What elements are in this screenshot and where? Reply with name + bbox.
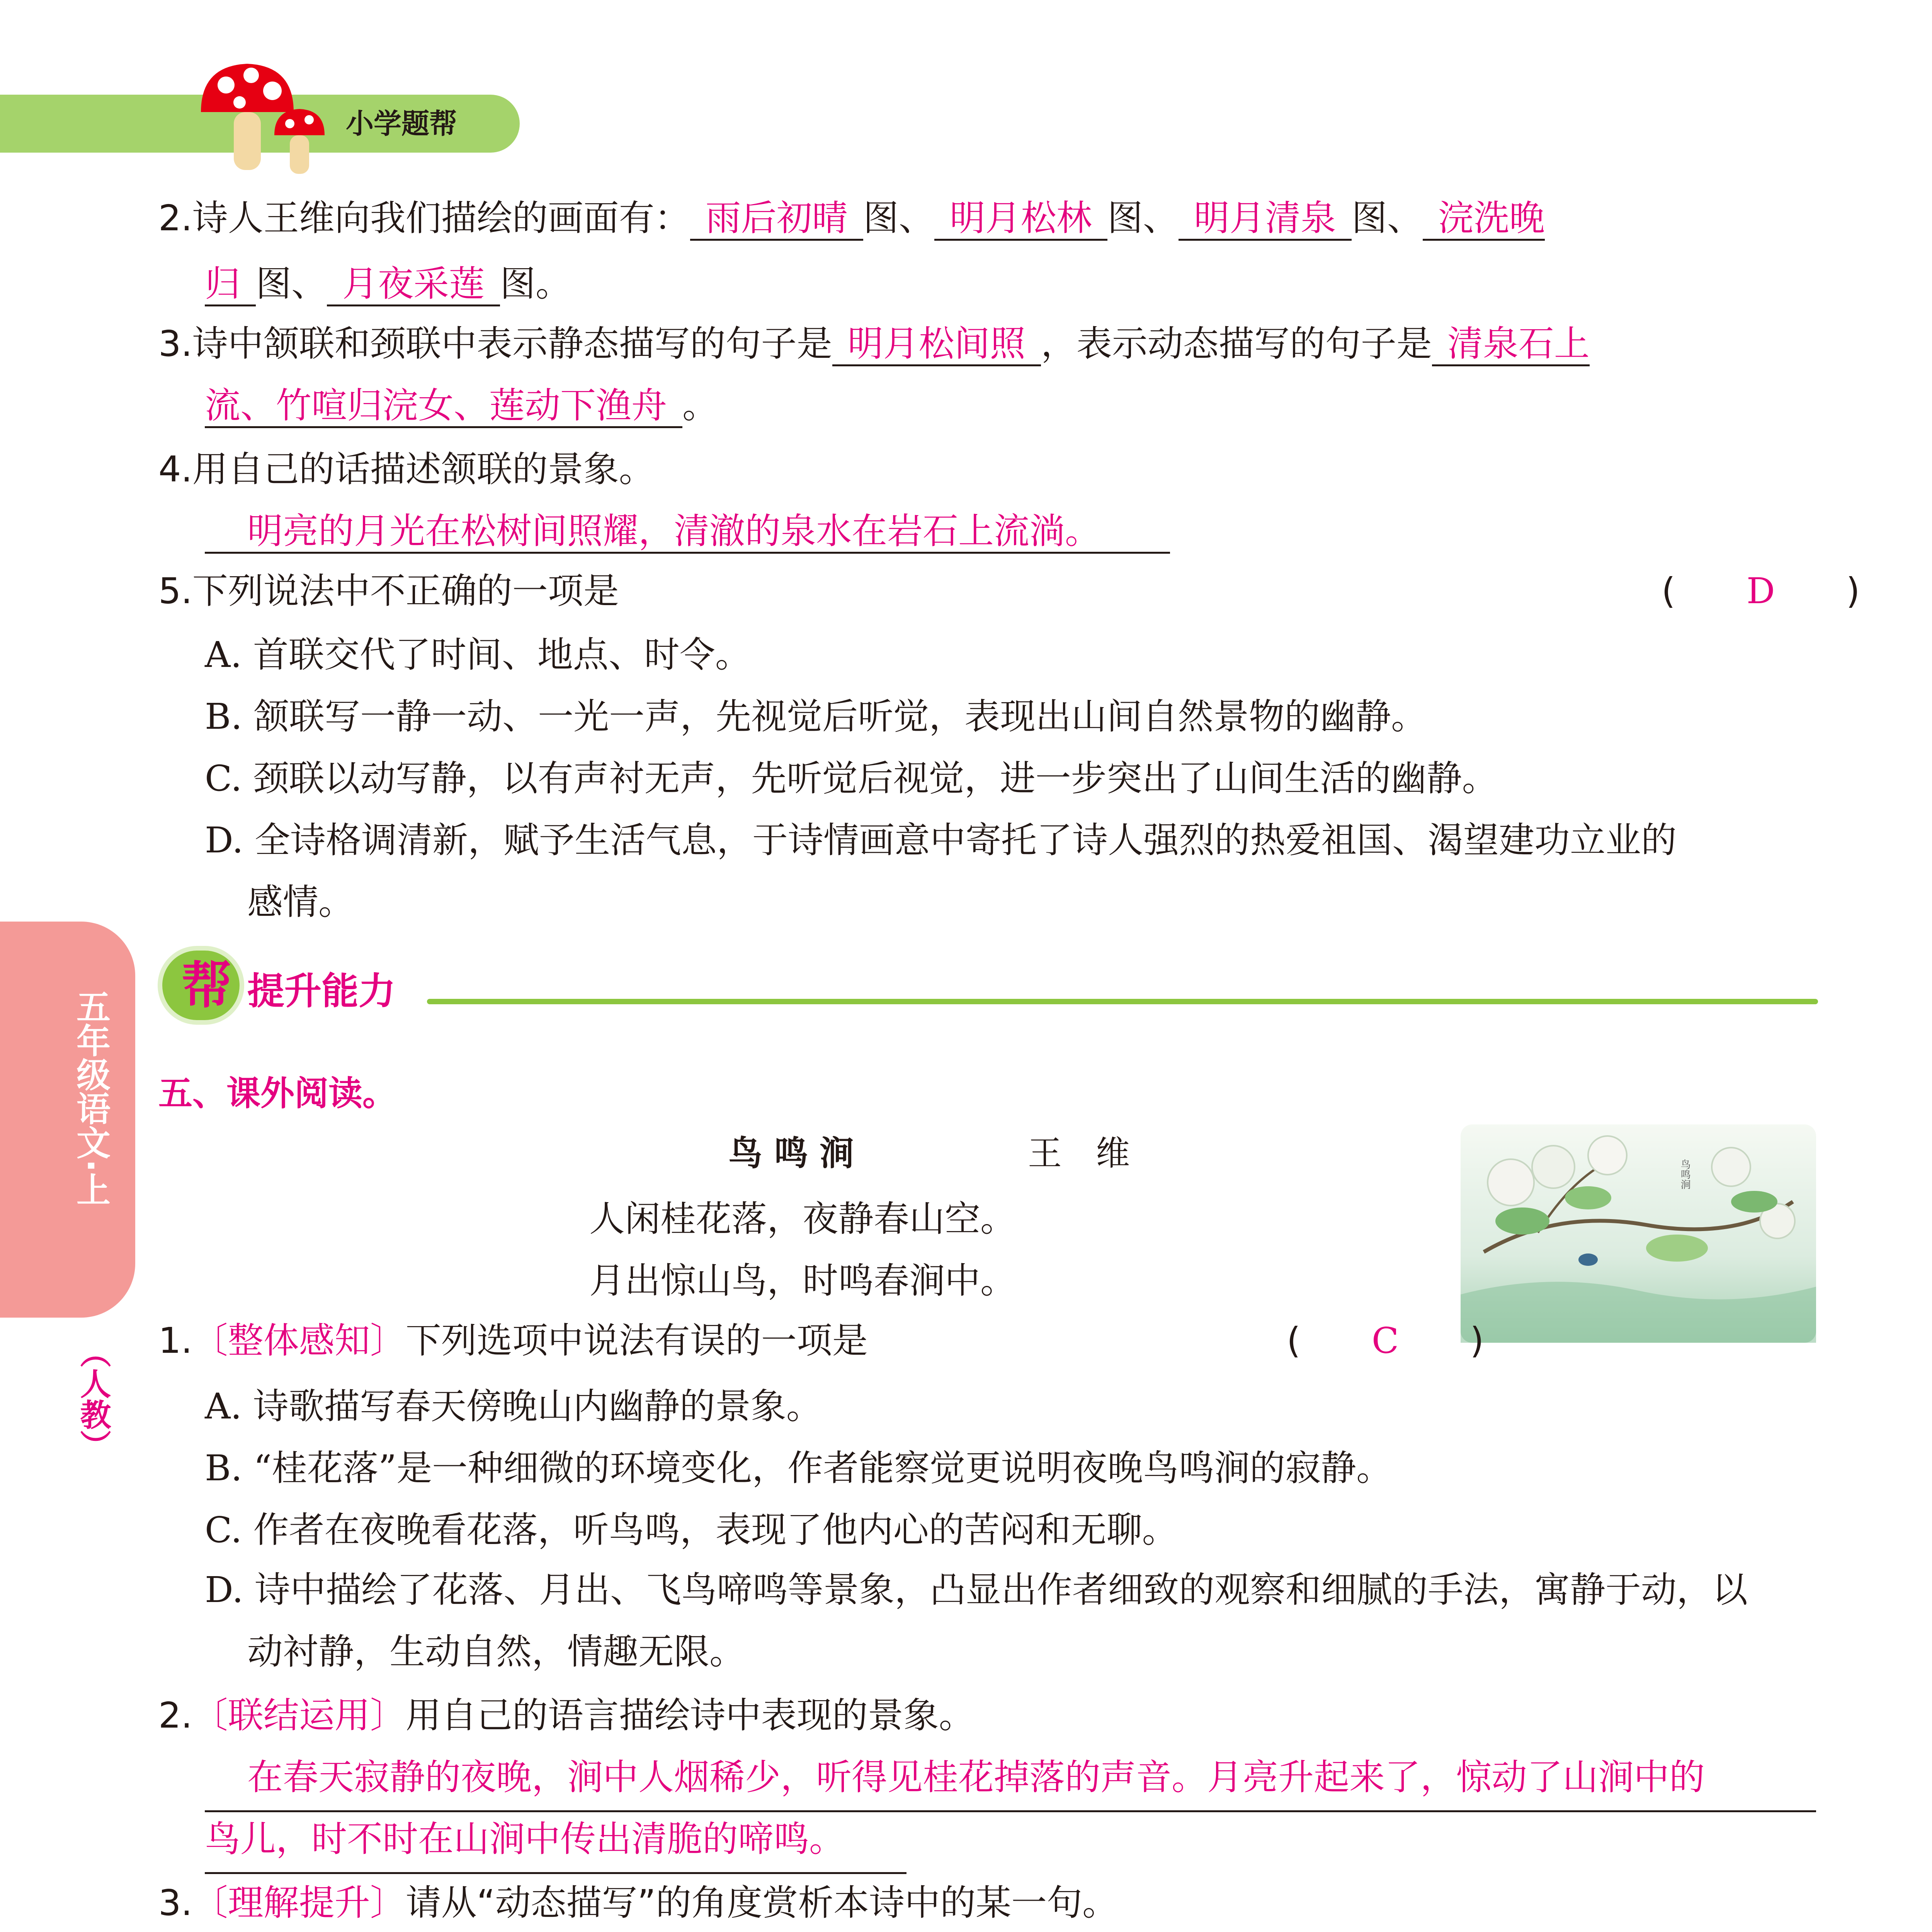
edition-label: （人教） bbox=[75, 1337, 111, 1461]
option-a: A. 首联交代了时间、地点、时令。 bbox=[205, 634, 751, 675]
option-d: D. 诗中描绘了花落、月出、飞鸟啼鸣等景象，凸显出作者细致的观察和细腻的手法，寓静于动，以 bbox=[205, 1569, 1748, 1611]
question-tag: 〔理解提升〕 bbox=[192, 1882, 406, 1923]
option-c: C. 作者在夜晚看花落，听鸟鸣，表现了他内心的苦闷和无聊。 bbox=[205, 1509, 1178, 1551]
option-d-cont: 动衬静，生动自然，情趣无限。 bbox=[247, 1631, 745, 1672]
option-b: B. 颔联写一静一动、一光一声，先视觉后听觉，表现出山间自然景物的幽静。 bbox=[205, 696, 1427, 737]
question-tag: 〔整体感知〕 bbox=[192, 1320, 406, 1361]
mushroom-logo-icon bbox=[193, 58, 340, 185]
side-tab bbox=[0, 922, 135, 1318]
answer-blank: 明月清泉 bbox=[1179, 197, 1352, 241]
brand-name: 小学题帮 bbox=[346, 107, 457, 140]
answer-blank: 明月松林 bbox=[934, 197, 1107, 241]
question-5-1: 1.〔整体感知〕下列选项中说法有误的一项是 bbox=[158, 1320, 868, 1361]
poem-line-2: 月出惊山鸟，时鸣春涧中。 bbox=[589, 1260, 1016, 1301]
question-5: 5.下列说法中不正确的一项是 bbox=[158, 570, 619, 612]
option-d: D. 全诗格调清新，赋予生活气息，于诗情画意中寄托了诗人强烈的热爱祖国、渴望建功立业的 bbox=[205, 820, 1677, 861]
question-2-cont: 归 图、 月夜采莲 图。 bbox=[205, 251, 571, 317]
answer-blank: 明月松间照 bbox=[832, 323, 1041, 366]
question-2: 2.诗人王维向我们描绘的画面有： 雨后初晴 图、 明月松林 图、 明月清泉 图、 浣洗晚 bbox=[158, 185, 1545, 251]
answer-blank: 浣洗晚 bbox=[1423, 197, 1545, 241]
poem-author: 王 维 bbox=[1028, 1133, 1130, 1173]
question-4-answer: 明亮的月光在松树间照耀，清澈的泉水在岩石上流淌。 bbox=[205, 498, 1170, 564]
answer-blank: 清泉石上 bbox=[1432, 323, 1590, 366]
section-heading: 五、课外阅读。 bbox=[158, 1073, 397, 1113]
answer-line: 鸟儿，时不时在山涧中传出清脆的啼鸣。 bbox=[205, 1806, 906, 1874]
option-b: B. “桂花落”是一种细微的环境变化，作者能察觉更说明夜晚鸟鸣涧的寂静。 bbox=[205, 1447, 1392, 1489]
svg-text:鸟鸣涧: 鸟鸣涧 bbox=[1679, 1159, 1690, 1189]
question-5-2: 2.〔联结运用〕用自己的语言描绘诗中表现的景象。 bbox=[158, 1695, 975, 1736]
option-a: A. 诗歌描写春天傍晚山内幽静的景象。 bbox=[205, 1386, 822, 1427]
answer-blank: 月夜采莲 bbox=[327, 263, 500, 306]
poem-illustration bbox=[1461, 1124, 1816, 1343]
question-4: 4.用自己的话描述颔联的景象。 bbox=[158, 449, 655, 490]
divider-line bbox=[427, 999, 1818, 1004]
answer-blank: 归 bbox=[205, 263, 256, 306]
answer-bracket: ( D ) bbox=[1662, 570, 1860, 612]
question-tag: 〔联结运用〕 bbox=[192, 1695, 406, 1736]
poem-title: 鸟鸣涧 bbox=[728, 1133, 866, 1173]
grade-subject-label: 五年级语文·上 bbox=[71, 989, 111, 1206]
answer-blank: 雨后初晴 bbox=[690, 197, 863, 241]
answer-line: 在春天寂静的夜晚，涧中人烟稀少，听得见桂花掉落的声音。月亮升起来了，惊动了山涧中的 bbox=[205, 1745, 1816, 1812]
section-title: 提升能力 bbox=[247, 969, 396, 1013]
answer-blank: 流、竹喧归浣女、莲动下渔舟 bbox=[205, 385, 682, 428]
banner-icon-char: 帮 bbox=[182, 956, 232, 1015]
option-c: C. 颈联以动写静，以有声衬无声，先听觉后视觉，进一步突出了山间生活的幽静。 bbox=[205, 758, 1498, 799]
option-d-cont: 感情。 bbox=[247, 881, 354, 923]
question-5-3: 3.〔理解提升〕请从“动态描写”的角度赏析本诗中的某一句。 bbox=[158, 1882, 1118, 1923]
answer-bracket: ( C ) bbox=[1287, 1320, 1484, 1361]
poem-line-1: 人闲桂花落，夜静春山空。 bbox=[589, 1198, 1016, 1240]
question-3: 3.诗中颔联和颈联中表示静态描写的句子是 明月松间照 ，表示动态描写的句子是 清泉石上 bbox=[158, 311, 1590, 377]
question-3-cont: 流、竹喧归浣女、莲动下渔舟 。 bbox=[205, 373, 718, 439]
